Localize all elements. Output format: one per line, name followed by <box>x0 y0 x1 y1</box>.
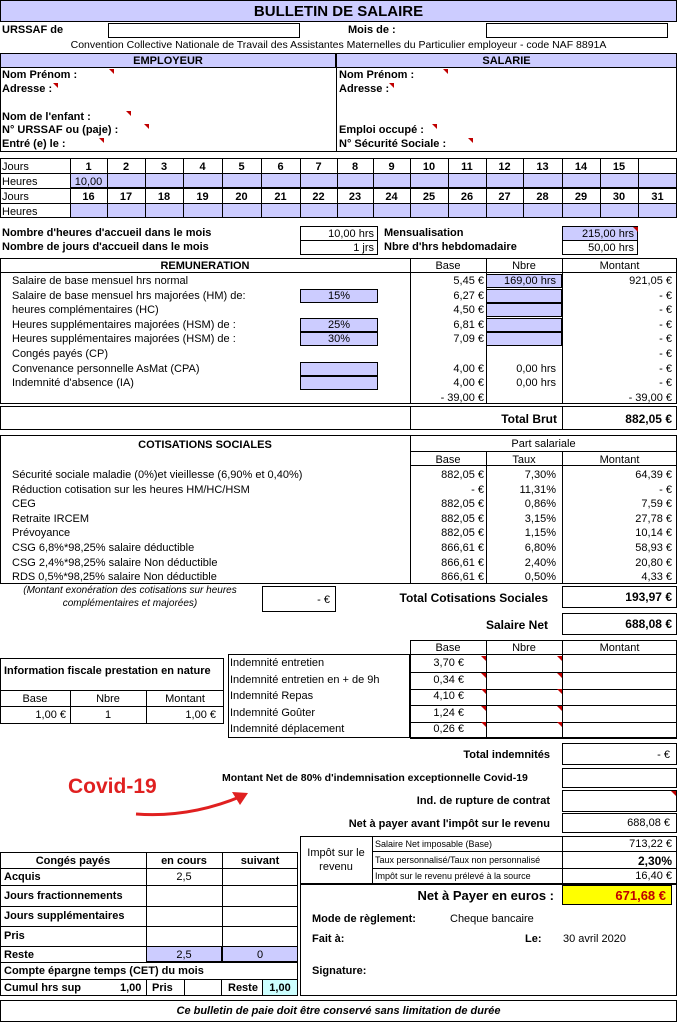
net-payer-label: Net à Payer en euros : <box>417 888 554 903</box>
total-indemnites-value: - € <box>657 749 670 761</box>
heures-label-1: Heures <box>2 176 38 188</box>
day-7: 7 <box>315 161 322 173</box>
cot-row-montant: 4,33 € <box>641 571 672 584</box>
cot-row-base: 882,05 € <box>441 469 484 481</box>
conges-col-suivant: suivant <box>240 855 280 867</box>
day-5: 5 <box>238 161 245 173</box>
cot-row-label: CSG 2,4%*98,25% salaire Non déductible <box>12 556 218 569</box>
cumul-value: 1,00 <box>120 982 142 994</box>
conges-pris-label: Pris <box>4 930 25 942</box>
ind-col-base: Base <box>435 642 461 654</box>
cot-row-label: RDS 0,5%*98,25% salaire Non déductible <box>12 571 217 584</box>
conges-supp-label: Jours supplémentaires <box>4 910 125 922</box>
rem-row-montant: - € <box>659 289 672 302</box>
day-11: 11 <box>461 161 473 173</box>
conges-acquis-encours: 2,5 <box>176 871 192 883</box>
rupture-value[interactable] <box>562 790 677 812</box>
salarie-title: SALARIE <box>482 55 531 67</box>
hebdo-label: Nbre d'hrs hebdomadaire <box>384 241 517 253</box>
date-value[interactable]: 30 avril 2020 <box>563 933 626 945</box>
rem-hours-input[interactable] <box>300 362 378 376</box>
employeur-adresse-label: Adresse : <box>2 83 53 95</box>
rem-row-pct[interactable]: 25% <box>327 318 351 331</box>
cot-row-base: 882,05 € <box>441 498 484 511</box>
info-fiscale-title: Information fiscale prestation en nature <box>4 665 211 677</box>
rem-row-base: 7,09 € <box>453 333 484 346</box>
le-label: Le: <box>525 933 542 945</box>
fait-label: Fait à: <box>312 933 345 945</box>
rem-row-base: 5,45 € <box>453 275 484 287</box>
day-17: 17 <box>119 191 133 203</box>
day-31: 31 <box>651 191 664 203</box>
if-nbre: 1 <box>104 709 112 721</box>
mensualisation-value[interactable]: 215,00 hrs <box>562 226 638 241</box>
cet-pris-label: Pris <box>152 982 173 994</box>
cot-row-montant: - € <box>659 483 672 496</box>
cot-row-base: 882,05 € <box>441 527 484 540</box>
hebdo-value: 50,00 hrs <box>562 240 638 255</box>
conges-reste-encours: 2,5 <box>176 949 192 961</box>
indemnite-label: Indemnité entretien <box>230 657 325 669</box>
rem-row-montant: - € <box>659 304 672 317</box>
impot-label-base: Salaire Net imposable (Base) <box>375 839 493 849</box>
mode-reglement-label: Mode de règlement: <box>312 913 416 925</box>
cot-row-label: Sécurité sociale maladie (0%)et vieillesse (6,90% et 0,40%) <box>12 469 303 481</box>
jours-label-1: Jours <box>2 161 29 173</box>
rem-row-nbre: 0,00 hrs <box>516 377 556 390</box>
employeur-nom-label: Nom Prénom : <box>2 69 78 81</box>
if-col-nbre: Nbre <box>96 693 120 705</box>
net-avant-impot-value: 688,08 € <box>627 817 670 829</box>
cet-reste-label: Reste <box>228 982 258 994</box>
rem-row-montant: - € <box>659 318 672 331</box>
cot-row-taux: 2,40% <box>524 556 556 569</box>
net-payer-value: 671,68 € <box>615 888 666 903</box>
indemnite-base[interactable]: 4,10 € <box>433 690 464 703</box>
day-12: 12 <box>498 161 511 173</box>
rem-row-label: Salaire de base mensuel hrs majorées (HM) de: <box>12 289 246 302</box>
day-25: 25 <box>422 191 436 203</box>
indemnite-label: Indemnité déplacement <box>230 723 345 736</box>
salarie-secu-label: N° Sécurité Sociale : <box>339 138 447 150</box>
rem-hours-input[interactable] <box>300 376 378 390</box>
cot-row-taux: 6,80% <box>524 542 556 554</box>
rem-row-montant: - € <box>659 333 672 346</box>
covid-value[interactable] <box>562 768 677 788</box>
conges-col-encours: en cours <box>161 855 207 867</box>
cot-row-label: Retraite IRCEM <box>12 512 90 525</box>
if-base: 1,00 € <box>35 709 66 721</box>
cot-row-taux: 11,31% <box>519 483 556 496</box>
day-30: 30 <box>612 191 626 203</box>
hours-day-1[interactable]: 10,00 <box>74 176 103 188</box>
net-avant-impot-label: Net à payer avant l'impôt sur le revenu <box>348 818 550 830</box>
day-27: 27 <box>498 191 511 203</box>
cet-pris-field[interactable] <box>184 979 222 996</box>
impot-label-taux: Taux personnalisé/Taux non personnalisé <box>375 855 541 865</box>
conges-fract-label: Jours fractionnements <box>4 890 123 902</box>
jours-accueil-value: 1 jrs <box>300 240 378 255</box>
rem-row-pct[interactable]: 30% <box>327 333 351 346</box>
rem-row-base: 4,50 € <box>453 304 484 317</box>
day-23: 23 <box>348 191 362 203</box>
rupture-label: Ind. de rupture de contrat <box>416 795 550 807</box>
rem-row-montant: - € <box>659 362 672 375</box>
day-8: 8 <box>351 161 359 173</box>
impot-value-source: 16,40 € <box>635 870 672 882</box>
day-9: 9 <box>388 161 395 173</box>
conges-acquis-label: Acquis <box>4 871 41 883</box>
day-14: 14 <box>574 161 588 173</box>
rem-nbre-input[interactable] <box>486 332 562 346</box>
ind-col-nbre: Nbre <box>512 642 536 654</box>
exoneration-value: - € <box>317 594 330 606</box>
day-18: 18 <box>157 191 171 203</box>
ind-col-montant: Montant <box>599 642 640 654</box>
heures-accueil-value: 10,00 hrs <box>300 226 378 241</box>
exoneration-text-1: (Montant exonération des cotisations sur heures <box>23 585 237 596</box>
employeur-enfant-label: Nom de l'enfant : <box>2 111 91 123</box>
impot-title-1: Impôt sur le <box>307 847 365 859</box>
cot-row-base: 866,61 € <box>441 571 484 584</box>
mois-label: Mois de : <box>348 24 396 36</box>
cotisations-title: COTISATIONS SOCIALES <box>138 439 272 451</box>
mois-field[interactable] <box>486 23 668 38</box>
employeur-title: EMPLOYEUR <box>133 55 203 67</box>
heures-label-2: Heures <box>2 206 38 218</box>
convention-text: Convention Collective Nationale de Travail des Assistantes Maternelles du Particulier employeur - code NAF 8891A <box>70 39 607 51</box>
cot-row-taux: 0,86% <box>524 498 556 511</box>
salarie-adresse-label: Adresse : <box>339 83 390 95</box>
rem-nbre-input[interactable] <box>486 318 562 332</box>
cot-row-montant: 10,14 € <box>635 527 672 540</box>
cot-row-base: 882,05 € <box>441 512 484 525</box>
indemnite-base[interactable]: 0,34 € <box>433 673 464 686</box>
day-4: 4 <box>199 161 206 173</box>
indemnite-label: Indemnité Repas <box>230 690 314 703</box>
cot-row-label: CEG <box>12 498 36 511</box>
day-21: 21 <box>274 191 287 203</box>
day-13: 13 <box>536 161 549 173</box>
day-22: 22 <box>312 191 325 203</box>
day-2: 2 <box>122 161 130 173</box>
day-15: 15 <box>612 161 626 173</box>
day-19: 19 <box>196 191 209 203</box>
footer-note: Ce bulletin de paie doit être conservé sans limitation de durée <box>176 1005 501 1017</box>
rem-row-label: Salaire de base mensuel hrs normal <box>12 275 189 287</box>
heures-accueil-label: Nombre d'heures d'accueil dans le mois <box>2 227 212 239</box>
salarie-emploi-label: Emploi occupé : <box>339 124 424 136</box>
rem-minus-montant: - 39,00 € <box>628 392 672 404</box>
rem-row-base: 6,81 € <box>453 318 484 331</box>
rem-row-pct[interactable]: 15% <box>327 289 351 302</box>
cet-label: Compte épargne temps (CET) du mois <box>4 965 204 977</box>
total-indemnites-label: Total indemnités <box>463 749 550 761</box>
impot-value-base: 713,22 € <box>629 838 672 850</box>
salaire-net-label: Salaire Net <box>485 618 548 632</box>
cot-row-taux: 7,30% <box>524 469 556 481</box>
rem-minus-base: - 39,00 € <box>440 392 484 404</box>
total-cotisations-label: Total Cotisations Sociales <box>399 591 548 605</box>
day-6: 6 <box>277 161 284 173</box>
salarie-nom-label: Nom Prénom : <box>339 69 415 81</box>
if-col-base: Base <box>22 693 48 705</box>
cot-row-label: Réduction cotisation sur les heures HM/HC/HSM <box>12 483 250 496</box>
employeur-urssaf-label: N° URSSAF ou (paje) : <box>2 124 119 136</box>
cot-row-montant: 27,78 € <box>635 512 672 525</box>
rem-row-label: Heures supplémentaires majorées (HSM) de : <box>12 318 236 331</box>
remuneration-title: REMUNERATION <box>160 260 250 272</box>
rem-row-base: 4,00 € <box>453 377 484 390</box>
covid-annotation: Covid-19 <box>68 775 157 798</box>
jours-label-2: Jours <box>2 191 29 203</box>
cot-row-taux: 1,15% <box>524 527 556 540</box>
rem-col-montant: Montant <box>599 260 640 272</box>
cot-col-base: Base <box>435 454 461 466</box>
rem-row-base: 6,27 € <box>453 289 484 302</box>
if-montant: 1,00 € <box>185 709 216 721</box>
rem-nbre-input[interactable] <box>486 303 562 317</box>
cot-row-base: - € <box>471 483 484 496</box>
day-28: 28 <box>536 191 549 203</box>
indemnite-label: Indemnité Goûter <box>230 706 315 719</box>
rem-row-label: Heures supplémentaires majorées (HSM) de : <box>12 333 236 346</box>
indemnite-base[interactable]: 1,24 € <box>433 706 464 719</box>
part-salariale-label: Part salariale <box>511 438 576 450</box>
exoneration-text-2: complémentaires et majorées) <box>62 598 198 609</box>
conges-title: Congés payés <box>35 855 111 867</box>
day-24: 24 <box>385 191 398 203</box>
urssaf-label: URSSAF de <box>2 24 64 36</box>
cet-reste-value: 1,00 <box>269 982 291 994</box>
indemnite-base[interactable]: 0,26 € <box>433 723 464 736</box>
covid-arrow-icon <box>130 788 255 818</box>
cot-col-montant: Montant <box>599 454 640 466</box>
indemnite-base[interactable]: 3,70 € <box>433 657 464 669</box>
covid-label: Montant Net de 80% d'indemnisation exceptionnelle Covid-19 <box>222 772 528 784</box>
cot-row-base: 866,61 € <box>441 542 484 554</box>
employeur-entre-label: Entré (e) le : <box>2 138 66 150</box>
rem-col-base: Base <box>435 260 461 272</box>
rem-row-montant: - € <box>659 348 672 360</box>
rem-col-nbre: Nbre <box>512 260 536 272</box>
urssaf-field[interactable] <box>108 23 300 38</box>
salaire-net-value: 688,08 € <box>625 617 672 631</box>
cot-row-montant: 7,59 € <box>641 498 672 511</box>
mensualisation-label: Mensualisation <box>384 227 464 239</box>
day-26: 26 <box>460 191 474 203</box>
cot-row-taux: 0,50% <box>524 571 556 584</box>
day-29: 29 <box>574 191 588 203</box>
impot-label-source: Impôt sur le revenu prélevé à la source <box>375 871 531 881</box>
cot-col-taux: Taux <box>512 454 536 466</box>
cot-row-montant: 20,80 € <box>635 556 672 569</box>
cot-row-taux: 3,15% <box>524 512 556 525</box>
total-brut-label: Total Brut <box>501 412 557 426</box>
conges-reste-suivant: 0 <box>256 949 264 961</box>
cumul-label: Cumul hrs sup <box>4 982 82 994</box>
rem-row-base: 4,00 € <box>453 362 484 375</box>
page-title: BULLETIN DE SALAIRE <box>253 3 424 20</box>
impot-value-taux[interactable]: 2,30% <box>637 854 672 868</box>
rem-nbre-input[interactable] <box>486 289 562 303</box>
cot-row-montant: 64,39 € <box>635 469 672 481</box>
rem-row-label: Convenance personnelle AsMat (CPA) <box>12 362 200 375</box>
signature-label: Signature: <box>312 965 367 977</box>
rem-row-nbre: 0,00 hrs <box>516 362 556 375</box>
rem-row-montant: - € <box>659 377 672 390</box>
day-1: 1 <box>85 161 92 173</box>
day-16: 16 <box>82 191 95 203</box>
total-cotisations-value: 193,97 € <box>625 590 672 604</box>
impot-title-2: revenu <box>319 861 353 873</box>
cot-row-montant: 58,93 € <box>635 542 672 554</box>
rem-row-1-nbre[interactable]: 169,00 hrs <box>504 275 556 287</box>
conges-reste-label: Reste <box>4 949 34 961</box>
mode-reglement-value[interactable]: Cheque bancaire <box>450 913 534 925</box>
rem-row-label: heures complémentaires (HC) <box>12 304 159 317</box>
jours-accueil-label: Nombre de jours d'accueil dans le mois <box>2 241 209 253</box>
cot-row-label: Prévoyance <box>12 527 71 540</box>
indemnite-label: Indemnité entretien en + de 9h <box>230 673 380 686</box>
day-20: 20 <box>235 191 248 203</box>
if-col-montant: Montant <box>165 693 205 705</box>
rem-row-label: Congés payés (CP) <box>12 348 108 360</box>
day-3: 3 <box>160 161 168 173</box>
rem-row-label: Indemnité d'absence (IA) <box>12 377 134 390</box>
day-10: 10 <box>422 161 436 173</box>
cot-row-label: CSG 6,8%*98,25% salaire déductible <box>12 542 195 554</box>
rem-row-montant: 921,05 € <box>629 275 672 287</box>
total-brut-value: 882,05 € <box>625 412 672 426</box>
cot-row-base: 866,61 € <box>441 556 484 569</box>
